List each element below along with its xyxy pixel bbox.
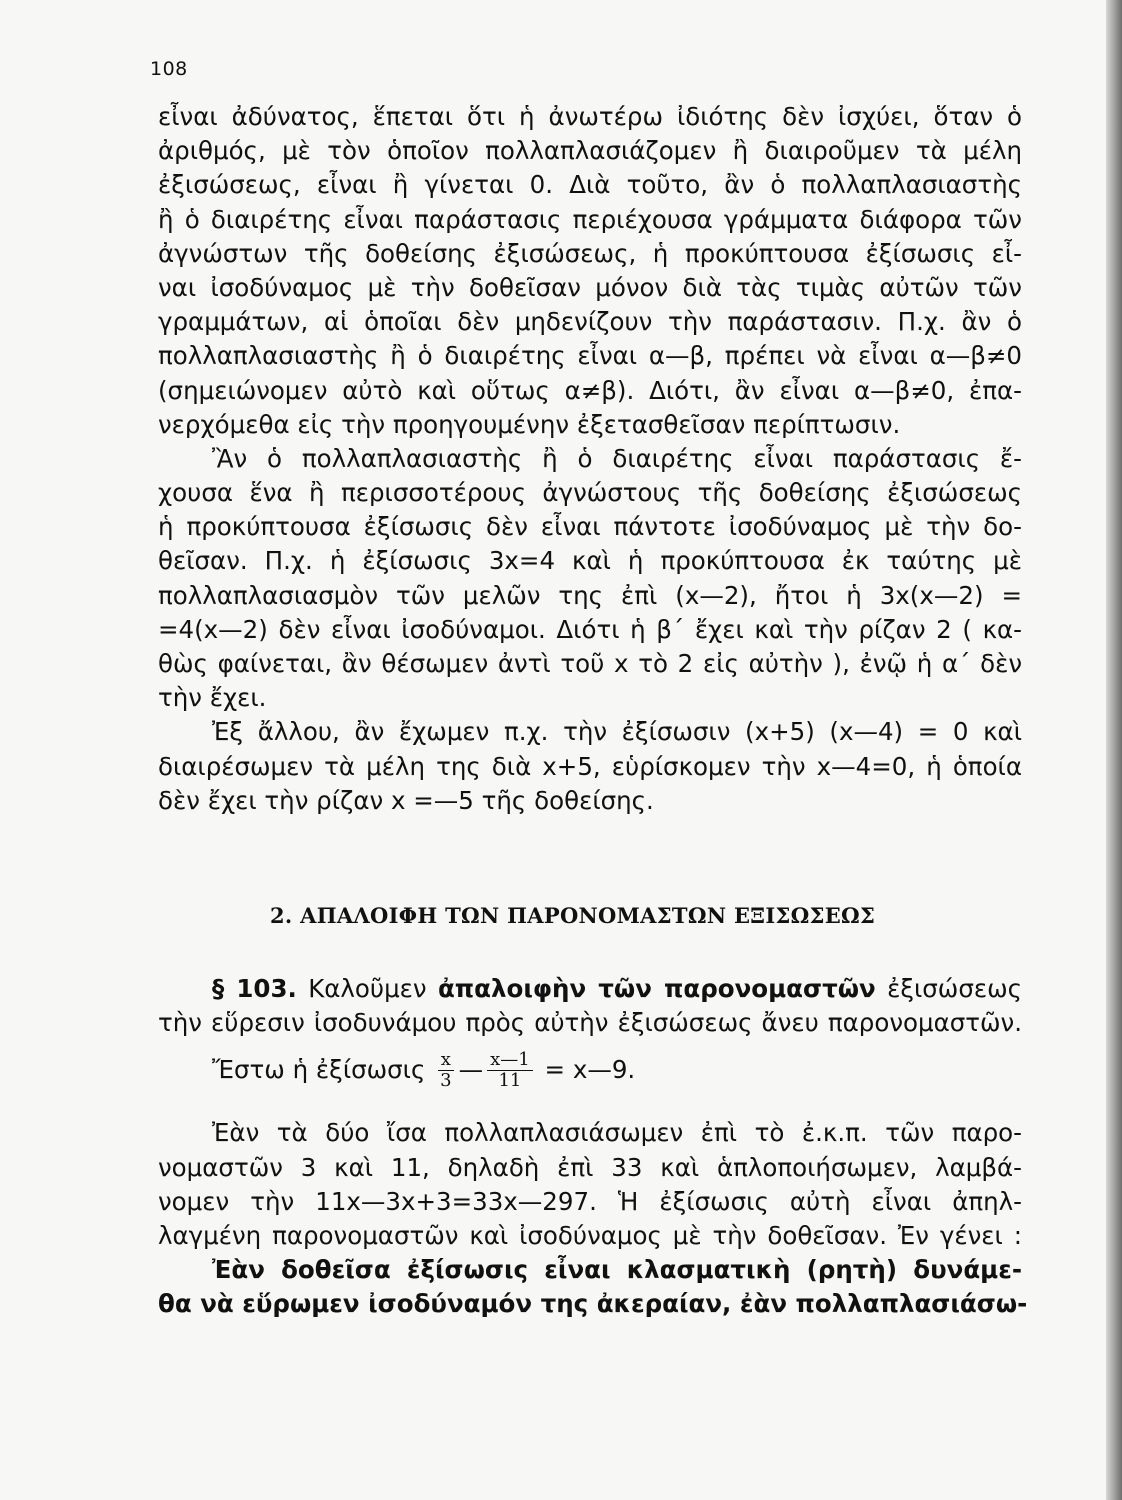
equation-rhs: = x—9. [544, 1055, 636, 1085]
fraction-numerator: x—1 [487, 1050, 533, 1071]
text-line: (σημειώνομεν αὐτὸ καὶ οὕτως α≠β). Διότι, ἂν εἶναι α—β≠0, ἐπα- [158, 375, 1022, 405]
text-line: ἡ προκύπτουσα ἐξίσωσις δὲν εἶναι πάντοτε ἰσοδύναμος μὲ τὴν δο- [158, 512, 1022, 542]
main-text [158, 100, 1022, 818]
text-line: ἀγνώστων τῆς δοθείσης ἐξισώσεως, ἡ προκύπτουσα ἐξίσωσις εἶ- [158, 238, 1022, 268]
text-line: Ἂν ὁ πολλαπλασιαστὴς ἢ ὁ διαιρέτης εἶναι παράστασις ἔ- [212, 443, 1022, 473]
minus-sign: — [458, 1055, 484, 1085]
text-line: νομαστῶν 3 καὶ 11, δηλαδὴ ἐπὶ 33 καὶ ἁπλοποιήσωμεν, λαμβά- [158, 1152, 1022, 1182]
text-line: πολλαπλασιασμὸν τῶν μελῶν της ἐπὶ (x—2), ἤτοι ἡ 3x(x—2) = [158, 580, 1022, 610]
page-edge-shadow [1106, 0, 1122, 1500]
text-line: =4(x—2) δὲν εἶναι ἰσοδύναμοι. Διότι ἡ β΄ ἔχει καὶ τὴν ρίζαν 2 ( κα- [158, 614, 1022, 644]
section-103 [158, 972, 1028, 1322]
text-line: ἢ ὁ διαιρέτης εἶναι παράστασις περιέχουσα γράμματα διάφορα τῶν [158, 204, 1022, 234]
fraction-denominator: 11 [498, 1069, 522, 1091]
fraction-x-over-3 [437, 1050, 454, 1091]
text-line: Ἐξ ἄλλου, ἂν ἔχωμεν π.χ. τὴν ἐξίσωσιν (x+5) (x—4) = 0 καὶ [212, 717, 1022, 747]
text-line: διαιρέσωμεν τὰ μέλη της διὰ x+5, εὑρίσκομεν τὴν x—4=0, ἡ ὁποία [158, 751, 1022, 781]
text-line: ἀριθμός, μὲ τὸν ὁποῖον πολλαπλασιάζομεν ἢ διαιροῦμεν τὰ μέλη [158, 136, 1022, 166]
fraction-numerator: x [438, 1050, 454, 1071]
text-line: δὲν ἔχει τὴν ρίζαν x =—5 τῆς δοθείσης. [158, 785, 654, 815]
section-number: § 103. [212, 974, 297, 1003]
page-number: 108 [150, 58, 188, 80]
definition-lead-tail: ἐξισώσεως [887, 974, 1022, 1003]
text-line: θεῖσαν. Π.χ. ἡ ἐξίσωσις 3x=4 καὶ ἡ προκύπτουσα ἐκ ταύτης μὲ [158, 546, 1022, 576]
defined-term: ἀπαλοιφὴν τῶν παρονομαστῶν [437, 974, 876, 1003]
rule-line: Ἐὰν δοθεῖσα ἐξίσωσις εἶναι κλασματικὴ (ρητὴ) δυνάμε- [212, 1255, 1022, 1285]
text-line: τὴν εὕρεσιν ἰσοδυνάμου πρὸς αὐτὴν ἐξισώσεως ἄνευ παρονομαστῶν. [158, 1008, 1022, 1038]
text-line: ἐξισώσεως, εἶναι ἢ γίνεται 0. Διὰ τοῦτο, ἂν ὁ πολλαπλασιαστὴς [158, 170, 1022, 200]
spacer [158, 1100, 1022, 1116]
example-prefix: Ἔστω ἡ ἐξίσωσις [212, 1055, 426, 1085]
text-line: πολλαπλασιαστὴς ἢ ὁ διαιρέτης εἶναι α—β, πρέπει νὰ εἶναι α—β≠0 [158, 341, 1022, 371]
text-line: Ἐὰν τὰ δύο ἴσα πολλαπλασιάσωμεν ἐπὶ τὸ ἐ.κ.π. τῶν παρο- [212, 1118, 1022, 1148]
section-heading: 2. ΑΠΑΛΟΙΦΗ ΤΩΝ ΠΑΡΟΝΟΜΑΣΤΩΝ ΕΞΙΣΩΣΕΩΣ [270, 903, 876, 928]
example-equation [158, 1040, 1022, 1100]
text-line: χουσα ἕνα ἢ περισσοτέρους ἀγνώστους τῆς δοθείσης ἐξισώσεως [158, 478, 1022, 508]
text-line: τὴν ἔχει. [158, 683, 267, 713]
text-line: θὼς φαίνεται, ἂν θέσωμεν ἀντὶ τοῦ x τὸ 2 εἰς αὐτὴν ), ἐνῷ ἡ α΄ δὲν [158, 649, 1022, 678]
text-line: νερχόμεθα εἰς τὴν προηγουμένην ἐξετασθεῖσαν περίπτωσιν. [158, 409, 901, 439]
text-line: γραμμάτων, αἱ ὁποῖαι δὲν μηδενίζουν τὴν παράστασιν. Π.χ. ἂν ὁ [158, 307, 1022, 337]
text-line: λαγμένη παρονομαστῶν καὶ ἰσοδύναμος μὲ τὴν δοθεῖσαν. Ἐν γένει : [158, 1220, 1022, 1250]
fraction-x-minus-1-over-11 [487, 1050, 533, 1091]
definition-lead: Καλοῦμεν [308, 974, 427, 1003]
definition-line [158, 972, 1022, 1006]
rule-line: θα νὰ εὕρωμεν ἰσοδύναμόν της ἀκεραίαν, ἐὰν πολλαπλασιάσω- [158, 1289, 1028, 1319]
text-line: ναι ἰσοδύναμος μὲ τὴν δοθεῖσαν μόνον διὰ τὰς τιμὰς αὐτῶν τῶν [158, 272, 1022, 302]
text-line: νομεν τὴν 11x—3x+3=33x—297. Ἡ ἐξίσωσις αὐτὴ εἶναι ἀπηλ- [158, 1186, 1022, 1216]
text-line: εἶναι ἀδύνατος, ἕπεται ὅτι ἡ ἀνωτέρω ἰδιότης δὲν ἰσχύει, ὅταν ὁ [158, 102, 1022, 131]
fraction-denominator: 3 [440, 1069, 452, 1091]
